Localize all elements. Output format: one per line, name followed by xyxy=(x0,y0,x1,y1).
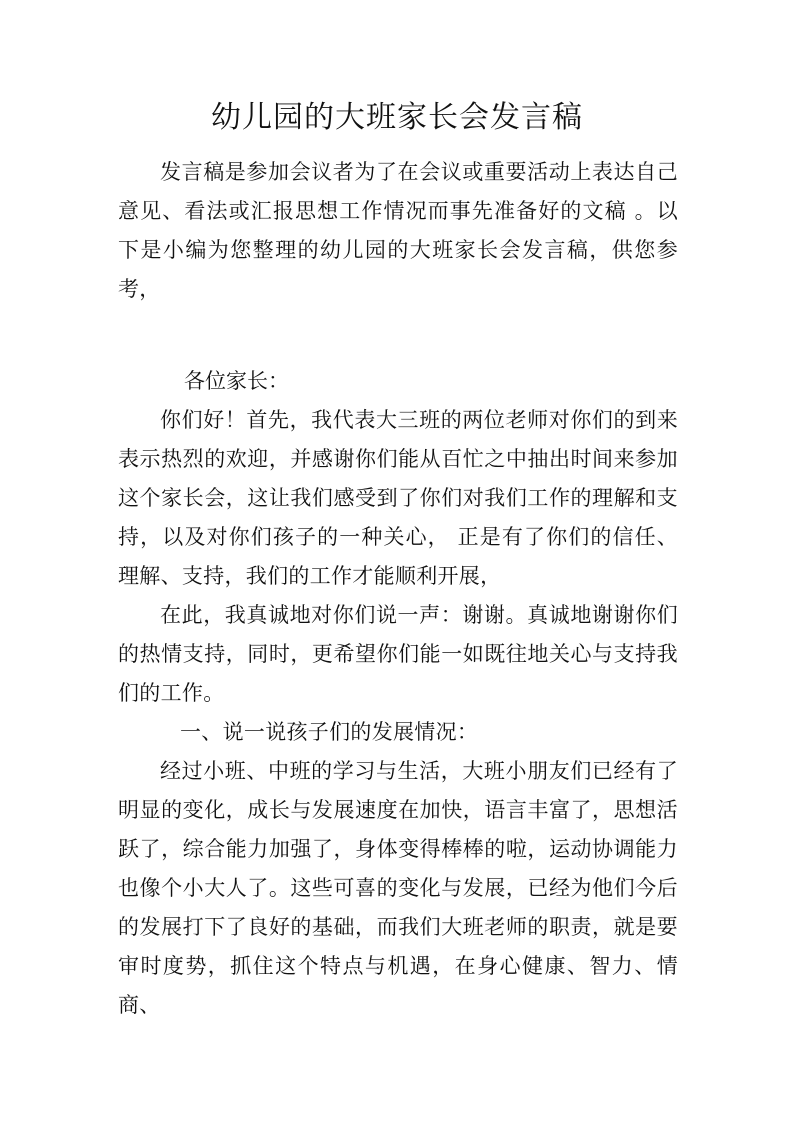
salutation: 各位家长： xyxy=(184,369,289,393)
greeting-paragraph: 你们好！首先，我代表大三班的两位老师对你们的到来表示热烈的欢迎，并感谢你们能从百忙之中抽出时间来参加这个家长会，这让我们感受到了你们对我们工作的理解和支持，以及对你们孩子的一种关心， 正是有了你们的信任、理解、支持，我们的工作才能顺利开展， xyxy=(118,408,678,588)
document-title: 幼儿园的大班家长会发言稿 xyxy=(211,100,583,135)
section-heading: 一、说一说孩子们的发展情况： xyxy=(180,720,479,744)
development-paragraph: 经过小班、中班的学习与生活，大班小朋友们已经有了明显的变化，成长与发展速度在加快，语言丰富了，思想活跃了，综合能力加强了，身体变得棒棒的啦，运动协调能力也像个小大人了。这些可喜的变化与发展，已经为他们今后的发展打下了良好的基础，而我们大班老师的职责，就是要审时度势，抓住这个特点与机遇，在身心健康、智力、情商、 xyxy=(118,759,678,1017)
thanks-paragraph: 在此，我真诚地对你们说一声：谢谢。真诚地谢谢你们的热情支持，同时，更希望你们能一如既往地关心与支持我们的工作。 xyxy=(118,603,678,705)
intro-paragraph: 发言稿是参加会议者为了在会议或重要活动上表达自己意见、看法或汇报思想工作情况而事先准备好的文稿 。以下是小编为您整理的幼儿园的大班家长会发言稿，供您参考， xyxy=(118,160,678,301)
speech-body xyxy=(118,401,678,1025)
intro-section xyxy=(118,153,678,309)
